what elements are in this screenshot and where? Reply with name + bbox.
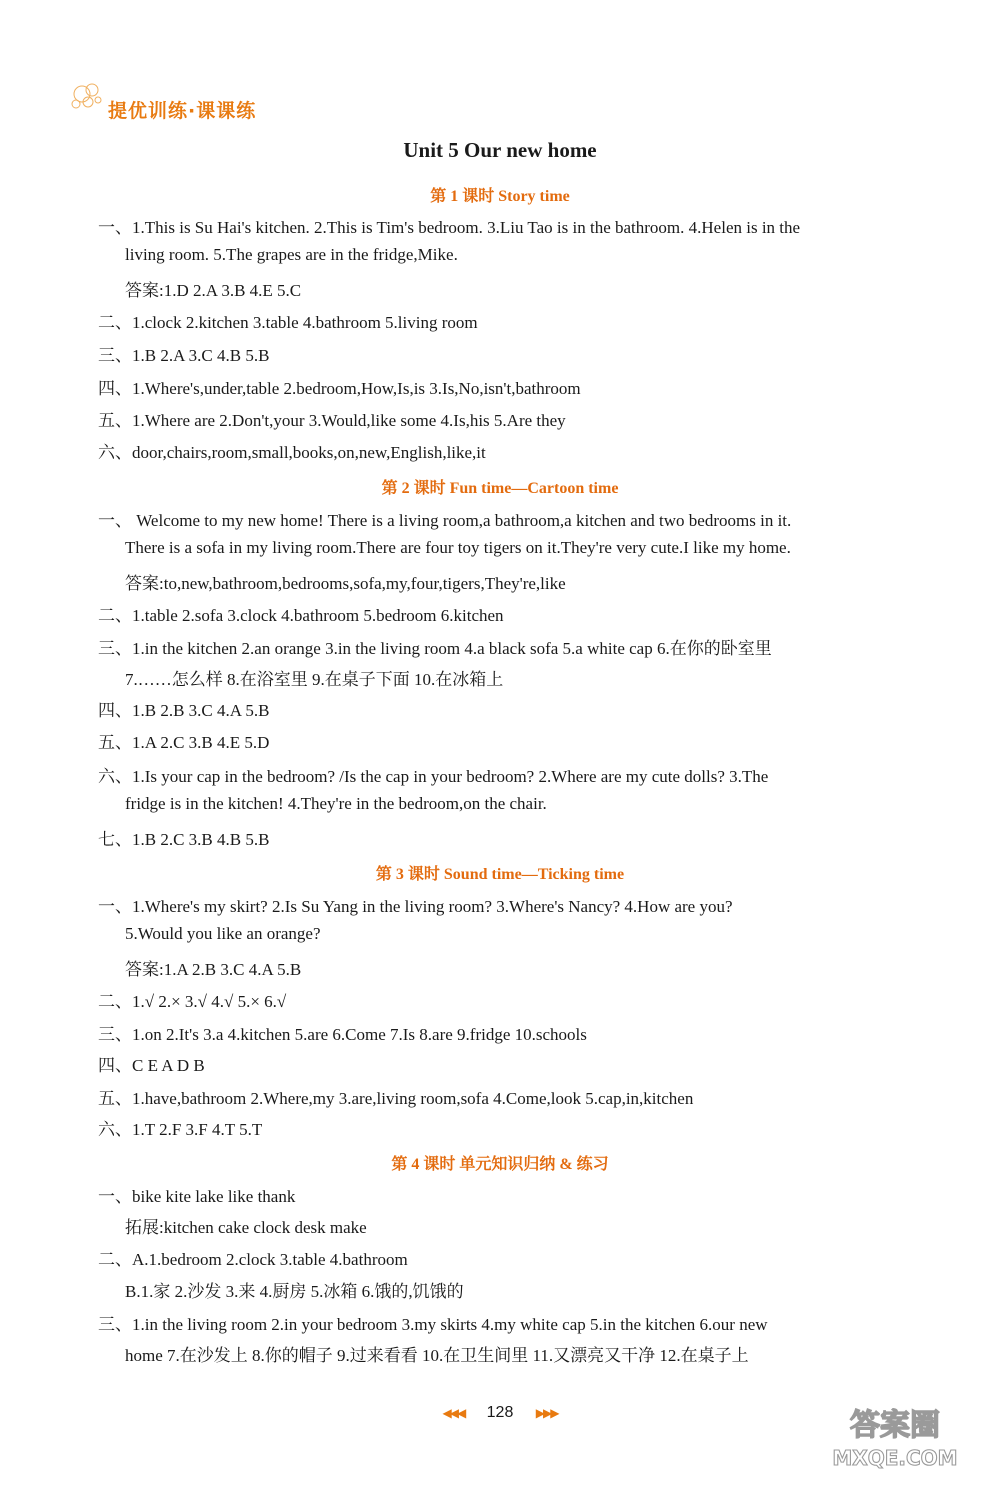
l1-s3: 三、1.B 2.A 3.C 4.B 5.B [98, 346, 270, 365]
svg-text:MXQE.COM: MXQE.COM [832, 1446, 958, 1470]
l3-s1b: 5.Would you like an orange? [125, 924, 321, 943]
l3-s2: 二、1.√ 2.× 3.√ 4.√ 5.× 6.√ [98, 992, 287, 1011]
lesson-3-heading: 第 3 课时 Sound time—Ticking time [375, 866, 625, 883]
l2-s7: 七、1.B 2.C 3.B 4.B 5.B [98, 830, 270, 849]
l2-s1c: 答案:to,new,bathroom,bedrooms,sofa,my,four,tigers,They're,like [125, 574, 566, 593]
l4-s2a: 二、A.1.bedroom 2.clock 3.table 4.bathroom [98, 1250, 408, 1269]
l4-s3b: home 7.在沙发上 8.你的帽子 9.过来看看 10.在卫生间里 11.又漂亮又干净 12.在桌子上 [125, 1346, 749, 1365]
l4-s1b: 拓展:kitchen cake clock desk make [125, 1218, 367, 1237]
svg-text:答案圈: 答案圈 [850, 1408, 940, 1443]
l2-s6b: fridge is in the kitchen! 4.They're in the bedroom,on the chair. [125, 794, 547, 813]
l3-s1c: 答案:1.A 2.B 3.C 4.A 5.B [125, 960, 302, 979]
lesson-1-heading: 第 1 课时 Story time [430, 188, 570, 205]
lesson-2-heading: 第 2 课时 Fun time—Cartoon time [381, 480, 619, 497]
unit-title: Unit 5 Our new home [403, 138, 597, 162]
l4-s1a: 一、bike kite lake like thank [98, 1187, 296, 1206]
right-arrows-icon: ▶▶▶ [535, 1406, 558, 1420]
brand-title: 提优训练·课课练 [108, 100, 257, 122]
l2-s1b: There is a sofa in my living room.There are four toy tigers on it.They're very cute.I like my home. [125, 538, 791, 557]
l1-s1a: 一、1.This is Su Hai's kitchen. 2.This is Tim's bedroom. 3.Liu Tao is in the bathroom. 4.Helen is in the [98, 218, 801, 237]
l2-s5: 五、1.A 2.C 3.B 4.E 5.D [98, 733, 270, 752]
l1-s2: 二、1.clock 2.kitchen 3.table 4.bathroom 5.living room [98, 313, 478, 332]
watermark-logo [810, 1397, 980, 1475]
l2-s3a: 三、1.in the kitchen 2.an orange 3.in the living room 4.a black sofa 5.a white cap 6.在你的卧室里 [98, 639, 772, 658]
l2-s4: 四、1.B 2.B 3.C 4.A 5.B [98, 701, 270, 720]
l4-s3a: 三、1.in the living room 2.in your bedroom 3.my skirts 4.my white cap 5.in the kitchen 6.our new [98, 1315, 768, 1334]
l2-s1a: 一、 Welcome to my new home! There is a living room,a bathroom,a kitchen and two bedrooms in it. [98, 511, 792, 530]
lesson-4-heading: 第 4 课时 单元知识归纳 & 练习 [391, 1156, 609, 1173]
l3-s1a: 一、1.Where's my skirt? 2.Is Su Yang in the living room? 3.Where's Nancy? 4.How are you? [98, 897, 733, 916]
l2-s2: 二、1.table 2.sofa 3.clock 4.bathroom 5.bedroom 6.kitchen [98, 606, 504, 625]
l4-s2b: B.1.家 2.沙发 3.来 4.厨房 5.冰箱 6.饿的,饥饿的 [125, 1282, 464, 1301]
l1-s1c: 答案:1.D 2.A 3.B 4.E 5.C [125, 281, 302, 300]
l3-s3: 三、1.on 2.It's 3.a 4.kitchen 5.are 6.Come 7.Is 8.are 9.fridge 10.schools [98, 1025, 587, 1044]
page-number: 128 [486, 1404, 514, 1421]
l1-s6: 六、door,chairs,room,small,books,on,new,English,like,it [98, 443, 486, 462]
l3-s4: 四、C E A D B [98, 1056, 205, 1075]
l2-s3b: 7.……怎么样 8.在浴室里 9.在桌子下面 10.在冰箱上 [125, 670, 504, 689]
l1-s1b: living room. 5.The grapes are in the fridge,Mike. [125, 245, 458, 264]
l3-s6: 六、1.T 2.F 3.F 4.T 5.T [98, 1120, 263, 1139]
l1-s4: 四、1.Where's,under,table 2.bedroom,How,Is,is 3.Is,No,isn't,bathroom [98, 379, 581, 398]
l1-s5: 五、1.Where are 2.Don't,your 3.Would,like some 4.Is,his 5.Are they [98, 411, 566, 430]
l2-s6a: 六、1.Is your cap in the bedroom? /Is the cap in your bedroom? 2.Where are my cute dolls? 3.The [98, 767, 769, 786]
left-arrows-icon: ◀◀◀ [442, 1406, 465, 1420]
l3-s5: 五、1.have,bathroom 2.Where,my 3.are,living room,sofa 4.Come,look 5.cap,in,kitchen [98, 1089, 694, 1108]
